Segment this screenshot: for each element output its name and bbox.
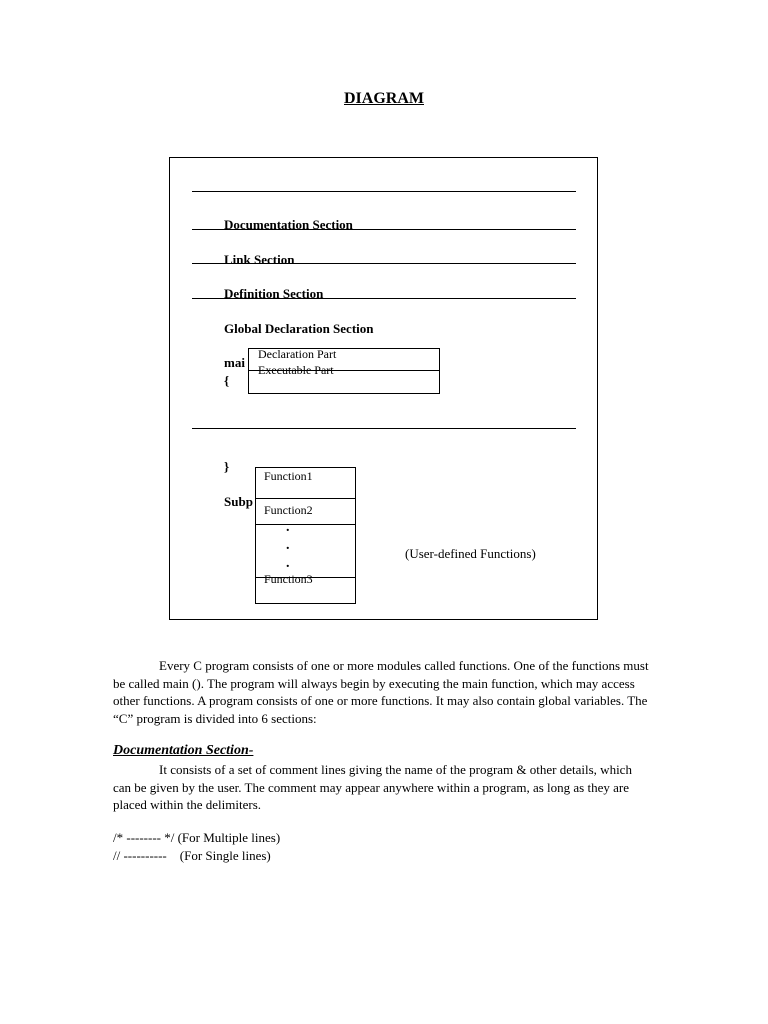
documentation-section-label: Documentation Section — [224, 217, 353, 232]
function2-label: Function2 — [264, 503, 313, 517]
ellipsis-dot: . — [286, 538, 290, 553]
link-section-label: Link Section — [224, 252, 295, 267]
function-divider — [256, 524, 355, 525]
documentation-paragraph: It consists of a set of comment lines giving the name of the program & other details, which can be given by the user. The comment may appear anywhere within a program, as long as they are placed within the delimiters. — [113, 762, 632, 812]
main-close-brace: } — [224, 459, 230, 474]
diagram-top-rule — [192, 191, 576, 192]
user-defined-functions-note: (User-defined Functions) — [405, 546, 536, 561]
function-divider — [256, 498, 355, 499]
main-open-brace: { — [224, 373, 230, 388]
single-line-comment-syntax: // ---------- (For Single lines) — [113, 848, 271, 863]
functions-box — [255, 467, 356, 604]
declaration-part-label: Declaration Part — [258, 347, 337, 361]
main-label: mai — [224, 355, 245, 370]
multi-line-comment-syntax: /* -------- */ (For Multiple lines) — [113, 830, 281, 845]
ellipsis-dot: . — [286, 556, 290, 571]
page-title: DIAGRAM — [344, 90, 424, 107]
documentation-section-heading: Documentation Section- — [113, 743, 254, 758]
function3-label: Function3 — [264, 572, 313, 586]
function1-label: Function1 — [264, 469, 313, 483]
main-body-box — [248, 348, 440, 394]
main-end-rule — [192, 428, 576, 429]
definition-section-label: Definition Section — [224, 286, 324, 301]
global-declaration-section-label: Global Declaration Section — [224, 321, 374, 336]
ellipsis-dot: . — [286, 520, 290, 535]
subprogram-label: Subp — [224, 494, 253, 509]
intro-paragraph: Every C program consists of one or more modules called functions. One of the functions must be called main (). The program will always begin by executing the main function, which may access other functions. A program consists of one or more functions. It may also contain global variables. The “C” program is divided into 6 sections: — [113, 658, 649, 726]
executable-part-label: Executable Part — [258, 363, 334, 377]
